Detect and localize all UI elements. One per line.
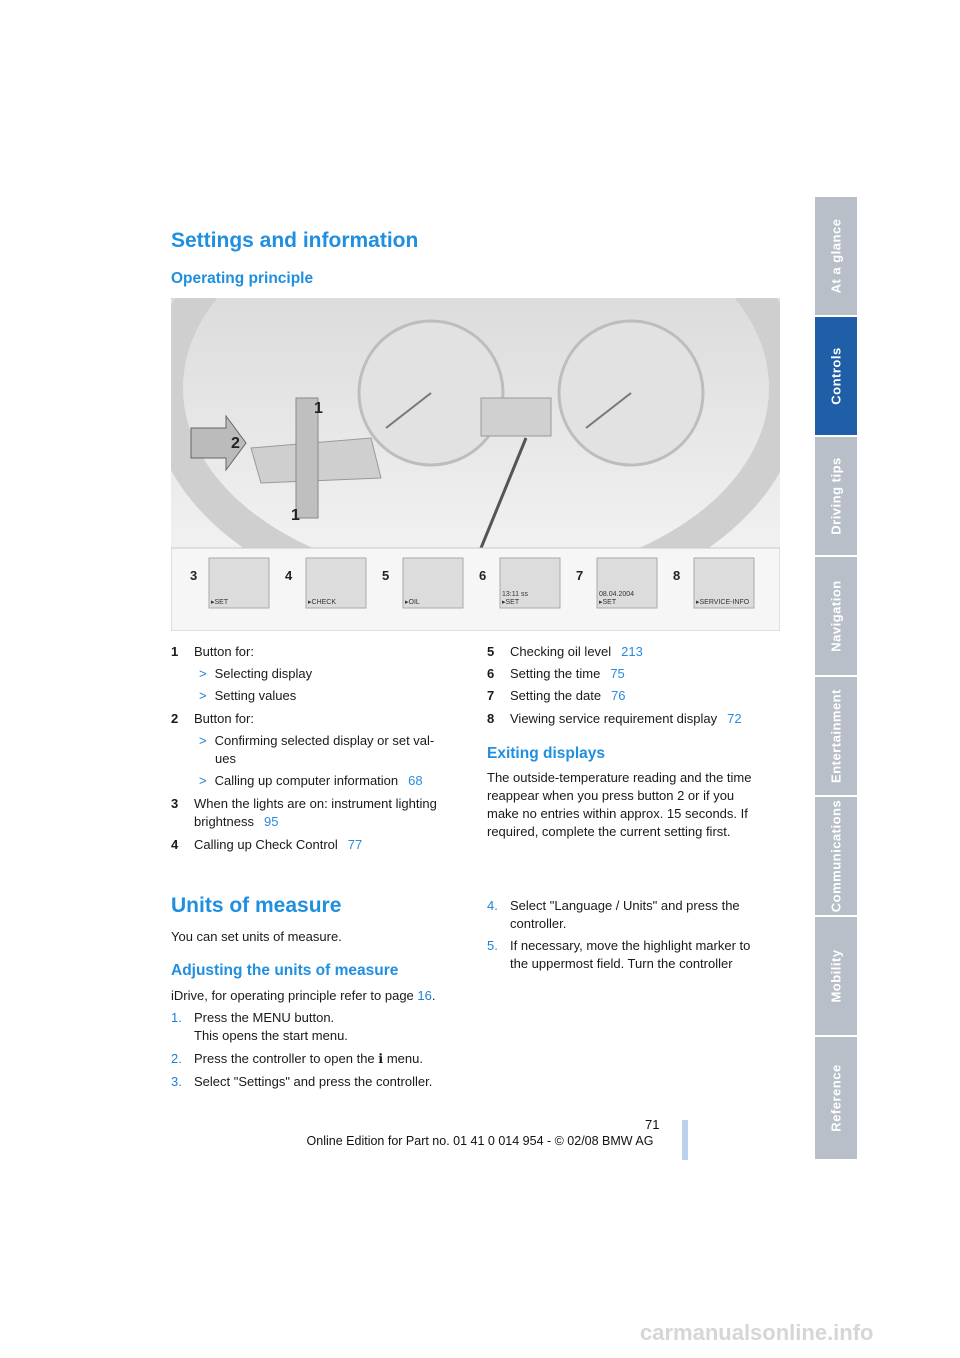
sidebar-tab-communications[interactable]: Communications bbox=[815, 797, 857, 915]
page-ref-link[interactable]: 75 bbox=[610, 666, 625, 681]
step-item: 1. Press the MENU button. bbox=[171, 1010, 335, 1025]
list-item: 6 Setting the time 75 bbox=[487, 666, 625, 681]
sidebar-tab-driving-tips[interactable]: Driving tips bbox=[815, 437, 857, 555]
page-ref-link[interactable]: 68 bbox=[408, 773, 423, 788]
thumb-6-text: ▸SET bbox=[502, 599, 520, 606]
thumb-3-text: ▸SET bbox=[211, 599, 229, 606]
page-ref-link[interactable]: 95 bbox=[263, 814, 279, 829]
list-item: > Setting values bbox=[199, 688, 297, 703]
step-item: 2. Press the controller to open the ℹ menu. bbox=[171, 1051, 423, 1066]
page-ref-link[interactable]: 72 bbox=[727, 711, 742, 726]
page-title: Settings and information bbox=[171, 229, 419, 252]
paragraph-line: reappear when you press button 2 or if you bbox=[487, 788, 735, 803]
list-item: 7 Setting the date 76 bbox=[487, 688, 626, 703]
list-item: 4 Calling up Check Control 77 bbox=[171, 837, 363, 852]
callout-2: 2 bbox=[231, 435, 240, 452]
section-heading-operating-principle: Operating principle bbox=[171, 270, 314, 287]
thumb-5-label: 5 bbox=[382, 568, 390, 583]
sidebar-tab-mobility[interactable]: Mobility bbox=[815, 917, 857, 1035]
thumb-4-text: ▸CHECK bbox=[308, 599, 337, 606]
paragraph-line: required, complete the current setting first. bbox=[487, 824, 731, 839]
thumb-7-label: 7 bbox=[576, 568, 584, 583]
page-ref-link[interactable]: 77 bbox=[347, 837, 363, 852]
thumb-3-label: 3 bbox=[190, 568, 198, 583]
page-ref-link[interactable]: 16 bbox=[417, 988, 432, 1003]
list-item: 5 Checking oil level 213 bbox=[487, 644, 643, 659]
thumb-6-date: 13:11 ss bbox=[502, 591, 528, 598]
sidebar-tab-at-a-glance[interactable]: At a glance bbox=[815, 197, 857, 315]
units-heading: Units of measure bbox=[171, 894, 342, 917]
callout-1-bottom: 1 bbox=[291, 507, 300, 524]
list-item: 3 When the lights are on: instrument lighting bbox=[171, 796, 437, 811]
thumb-6-label: 6 bbox=[479, 568, 487, 583]
step-item-line: the uppermost field. Turn the controller bbox=[510, 956, 733, 971]
step-item-line: This opens the start menu. bbox=[194, 1028, 348, 1043]
paragraph-line: The outside-temperature reading and the time bbox=[487, 770, 752, 785]
thumb-5-text: ▸OIL bbox=[405, 599, 420, 606]
list-item: > Confirming selected display or set val- bbox=[199, 733, 435, 748]
watermark: carmanualsonline.info bbox=[640, 1320, 874, 1345]
section-heading-exiting-displays: Exiting displays bbox=[487, 745, 606, 762]
step-item: 4. Select "Language / Units" and press the bbox=[487, 898, 740, 913]
sidebar-tab-controls[interactable]: Controls bbox=[815, 317, 857, 435]
callout-1-top: 1 bbox=[314, 400, 323, 417]
sidebar-tab-navigation[interactable]: Navigation bbox=[815, 557, 857, 675]
idrive-reference: iDrive, for operating principle refer to page 16. bbox=[171, 988, 436, 1003]
instrument-cluster-figure bbox=[171, 298, 780, 631]
sidebar-tab-reference[interactable]: Reference bbox=[815, 1037, 857, 1159]
step-item: 3. Select "Settings" and press the controller. bbox=[171, 1074, 433, 1089]
step-item-line: controller. bbox=[510, 916, 567, 931]
list-item: > Selecting display bbox=[199, 666, 313, 681]
list-item: 2 Button for: bbox=[171, 711, 254, 726]
step-item: 5. If necessary, move the highlight marker to bbox=[487, 938, 751, 953]
sidebar-tab-entertainment[interactable]: Entertainment bbox=[815, 677, 857, 795]
thumb-7-date: 08.04.2004 bbox=[599, 591, 635, 598]
list-item: 8 Viewing service requirement display 72 bbox=[487, 711, 742, 726]
thumb-8-text: ▸SERVICE-INFO bbox=[696, 599, 750, 606]
list-item: brightness 95 bbox=[194, 814, 279, 829]
thumb-4-label: 4 bbox=[285, 568, 293, 583]
page-ref-link[interactable]: 213 bbox=[621, 644, 643, 659]
page-ref-link[interactable]: 76 bbox=[611, 688, 626, 703]
thumb-7-text: ▸SET bbox=[599, 599, 617, 606]
footer-edition-text: Online Edition for Part no. 01 41 0 014 954 - © 02/08 BMW AG bbox=[306, 1134, 654, 1148]
page-number: 71 bbox=[645, 1117, 660, 1132]
units-intro: You can set units of measure. bbox=[171, 929, 342, 944]
paragraph-line: make no entries within approx. 15 seconds. If bbox=[487, 806, 748, 821]
list-item: > Calling up computer information 68 bbox=[199, 773, 423, 788]
instrument-cluster-illustration bbox=[171, 298, 780, 631]
list-item: ues bbox=[215, 751, 236, 766]
list-item: 1 Button for: bbox=[171, 644, 254, 659]
adjusting-units-heading: Adjusting the units of measure bbox=[171, 962, 399, 979]
thumb-8-label: 8 bbox=[673, 568, 681, 583]
